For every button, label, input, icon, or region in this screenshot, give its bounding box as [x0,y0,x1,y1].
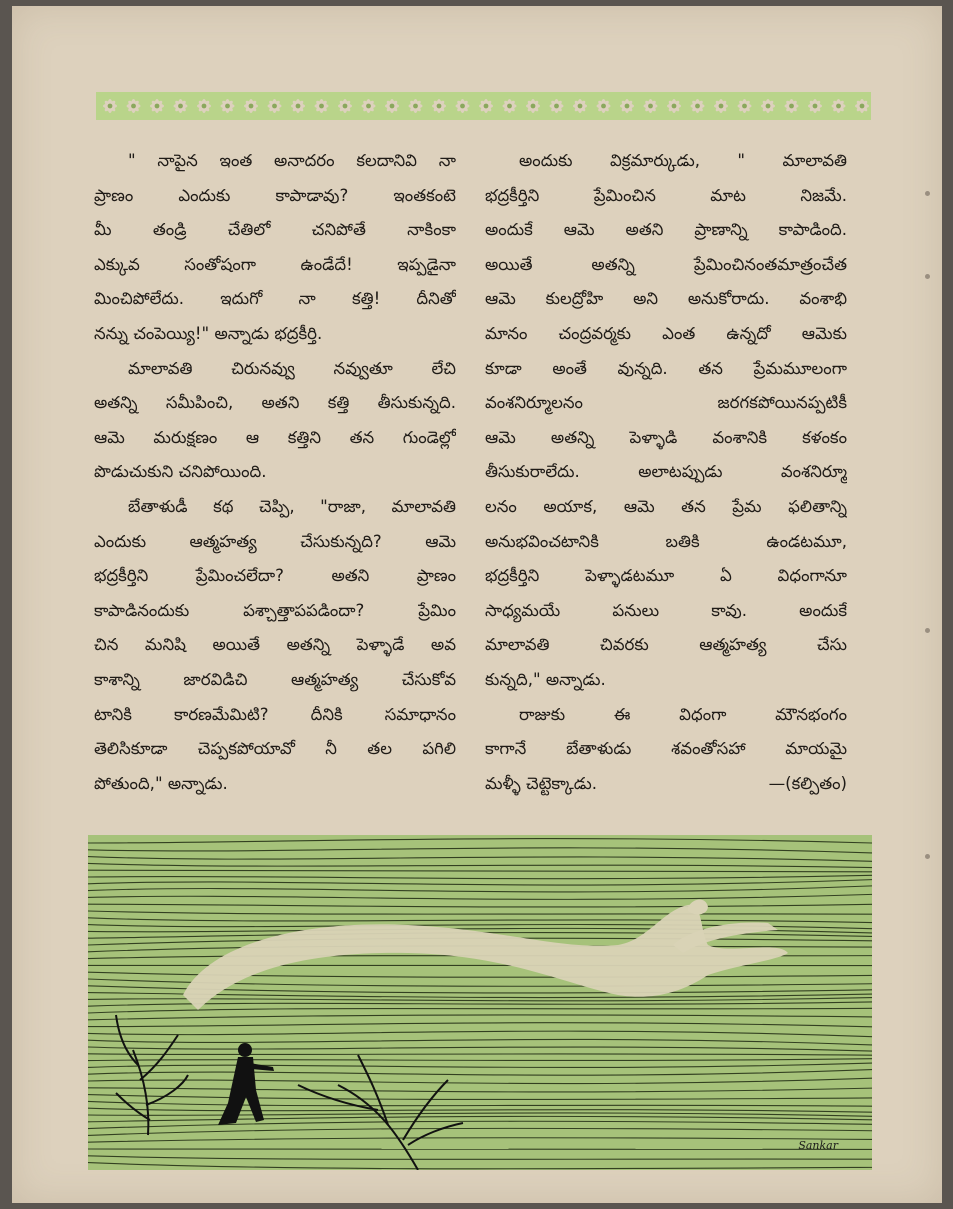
text-line: బేతాళుడీ కథ చెప్పి, "రాజా, మాలావతి [128,496,456,516]
left-column [94,144,456,801]
text-line: అతన్ని సమీపించి, అతని కత్తి తీసుకున్నది. [94,393,456,413]
text-line: " నాపైన ఇంత అనాదరం కలదానివి నా [128,151,456,170]
text-line: కాగానే బేతాళుడు శవంతోసహా మాయమై [485,739,847,759]
text-line: కాశాన్ని జారవిడిచి ఆత్మహత్య చేసుకోవ [94,669,456,689]
text-line: చిన మనిషి అయితే అతన్ని పెళ్ళాడే అవ [94,635,456,655]
text-line: ప్రాణం ఎందుకు కాపాడావు? ఇంతకంటె [94,185,456,205]
binding-hole [925,628,930,633]
text-line: నన్ను చంపెయ్యి!" అన్నాడు భద్రకీర్తి. [94,323,323,343]
closing-line [485,767,847,802]
tree-left [116,1015,188,1135]
text-line: ఎక్కువ సంతోషంగా ఉండేదే! ఇప్పడైనా [94,254,456,274]
flower-motif [103,99,117,113]
flower-motif [385,99,399,113]
magazine-page [12,6,942,1203]
flower-motif [855,99,869,113]
flower-motif [667,99,681,113]
decorative-border [96,92,871,120]
flower-motif [620,99,634,113]
story-credit: —(కల్పితం) [768,773,847,793]
flower-motif [432,99,446,113]
flower-motif [573,99,587,113]
flower-motif [268,99,282,113]
text-line: భద్రకీర్తిని పెళ్ళాడటమూ ఏ విధంగానూ [485,566,847,586]
text-line: మించిపోలేదు. ఇదుగో నా కత్తి! దీనితో [94,289,456,309]
binding-hole [925,274,930,279]
text-line: పోతుంది," అన్నాడు. [94,773,228,793]
flower-motif [362,99,376,113]
text-line: ఆమె అతన్ని పెళ్ళాడి వంశానికి కళంకం [485,427,847,447]
text-line: తెలిసికూడా చెప్పకపోయావో నీ తల పగిలి [94,739,456,759]
flower-motif [691,99,705,113]
text-line: కాపాడినందుకు పశ్చాత్తాపపడిందా? ప్రేమిం [94,600,456,620]
flower-motif [503,99,517,113]
text-line: పొడుచుకుని చనిపోయింది. [94,462,267,482]
flower-motif [244,99,258,113]
king-silhouette [218,1043,274,1125]
text-line: మీ తండ్రి చేతిలో చనిపోతే నాకింకా [94,220,456,240]
text-line: అందుకు విక్రమార్కుడు, " మాలావతి [519,151,847,170]
illustration-drawing [88,835,872,1170]
text-line: కూడా అంతే వున్నది. తన ప్రేమమూలంగా [485,358,847,378]
binding-hole [925,191,930,196]
flower-motif [832,99,846,113]
flower-motif [174,99,188,113]
tree-right [298,1055,463,1170]
flower-motif [808,99,822,113]
text-line: ఆమె కులద్రోహి అని అనుకోరాదు. వంశాభి [485,289,847,309]
flower-motif [197,99,211,113]
text-line: తీసుకురాలేదు. అలాటప్పుడు వంశనిర్మూ [485,462,847,482]
text-line: లనం అయాక, ఆమె తన ప్రేమ ఫలితాన్ని [485,496,847,516]
text-line: మళ్ళీ చెట్టెక్కాడు. [485,773,598,793]
text-line: అయితే అతన్ని ప్రేమించినంతమాత్రంచేత [485,254,847,274]
text-line: టానికి కారణమేమిటి? దీనికి సమాధానం [94,704,456,724]
flower-motif [127,99,141,113]
text-line: భద్రకీర్తిని ప్రేమించలేదా? అతని ప్రాణం [94,566,456,586]
flower-motif [291,99,305,113]
text-line: రాజుకు ఈ విధంగా మౌనభంగం [519,704,847,724]
flower-motif [221,99,235,113]
story-illustration [88,835,872,1170]
text-line: మానం చంద్రవర్మకు ఎంత ఉన్నదో ఆమెకు [485,323,847,343]
flower-motif [761,99,775,113]
flower-motif [526,99,540,113]
text-line: భద్రకీర్తిని ప్రేమించిన మాట నిజమే. [485,185,847,205]
text-line: మాలావతి చిరునవ్వు నవ్వుతూ లేచి [128,358,456,378]
flower-motif [315,99,329,113]
right-column [485,144,847,801]
flower-motif [644,99,658,113]
floral-pattern [96,92,871,120]
flower-motif [738,99,752,113]
text-line: అనుభవించటానికి బతికి ఉండటమూ, [485,531,847,551]
text-line: కున్నది," అన్నాడు. [485,669,606,689]
text-line: ఆమె మరుక్షణం ఆ కత్తిని తన గుండెల్లో [94,427,456,447]
flower-motif [597,99,611,113]
flower-motif [550,99,564,113]
text-line: ఎందుకు ఆత్మహత్య చేసుకున్నది? ఆమె [94,531,456,551]
flower-motif [714,99,728,113]
binding-hole [925,854,930,859]
text-line: సాధ్యమయే పనులు కావు. అందుకే [485,600,847,620]
flower-motif [456,99,470,113]
flower-motif [150,99,164,113]
flower-motif [479,99,493,113]
flower-motif [409,99,423,113]
text-line: మాలావతి చివరకు ఆత్మహత్య చేసు [485,635,847,655]
artist-signature: Sankar [798,1139,838,1152]
flower-motif [785,99,799,113]
text-line: వంశనిర్మూలనం జరగకపోయినప్పటికీ [485,393,847,413]
flower-motif [338,99,352,113]
text-line: అందుకే ఆమె అతని ప్రాణాన్ని కాపాడింది. [485,220,847,240]
